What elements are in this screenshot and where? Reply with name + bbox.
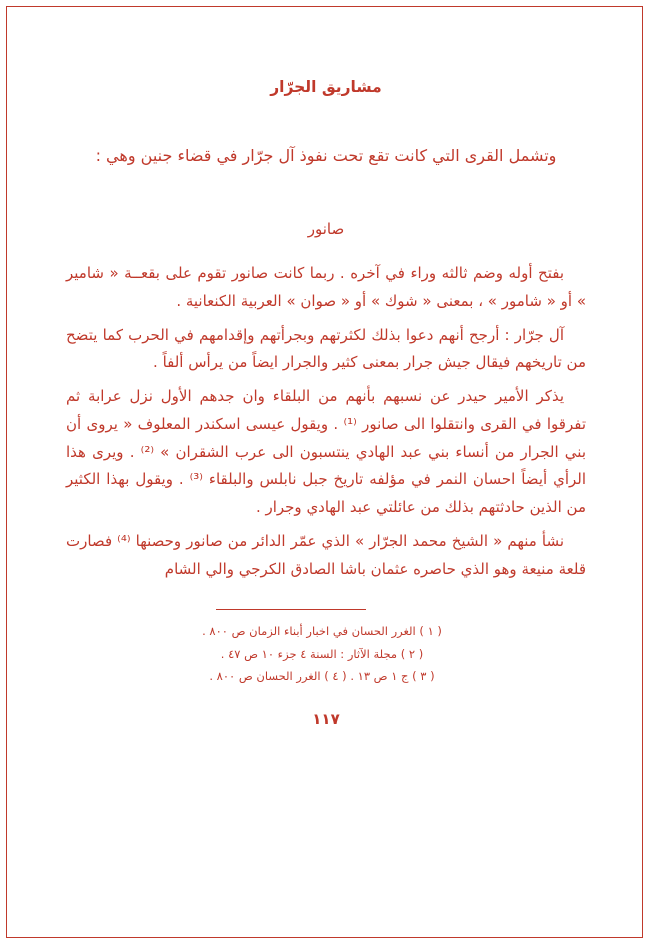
page-content [66,78,586,728]
page-title: مشاريق الجرّار [270,78,382,96]
footnote-item: ( ٣ ) ج ١ ص ١٣ . ( ٤ ) الغرر الحسان ص ٨٠٠ . [209,669,435,684]
footnotes-block [66,620,586,687]
body-paragraph: نشأ منهم « الشيخ محمد الجرّار » الذي عمّر الدائر من صانور وحصنها ⁽⁴⁾ فصارت قلعة منيعة وهو الذي حاصره عثمان باشا الصادق الكرجي والي الشام [66,531,586,578]
body-paragraph: آل جرّار : أرجح أنهم دعوا بذلك لكثرتهم وبجرأتهم وإقدامهم في الحرب كما يتضح من تاريخهم فيقال جيش جرار بمعنى كثير والجرار ايضاً من يرأس ألفاً . [66,325,586,372]
section-heading: صانور [307,220,345,238]
body-paragraph: بفتح أوله وضم ثالثه وراء في آخره . ربما كانت صانور تقوم على بقعــة « شامير » أو « شامور » ، بمعنى « شوك » أو « صوان » العربية الكنعانية . [66,264,586,310]
footnote-separator [216,609,366,610]
footnote-item: ( ٢ ) مجلة الآثار : السنة ٤ جزء ١٠ ص ٤٧ . [220,646,424,661]
intro-paragraph: وتشمل القرى التي كانت تقع تحت نفوذ آل جرّار في قضاء جنين وهي : [95,146,557,165]
body-paragraph: يذكر الأمير حيدر عن نسبهم بأنهم من البلقاء وان جدهم الأول نزل عرابة ثم تفرقوا في القرى وانتقلوا الى صانور ⁽¹⁾ . ويقول عيسى اسكندر المعلوف « يروى أن بني الجرار من أنساء بني عبد الهادي ينتسبون الى عرب الشقران » ⁽²⁾ . ويرى هذا الرأي أيضاً احسان النمر في مؤلفه تاريخ جبل نابلس والبلقاء ⁽³⁾ . ويقول بهذا الكثير من الذين حادثتهم بذلك من عائلتي عبد الهادي وجرار . [66,387,587,516]
footnote-item: ( ١ ) الغرر الحسان في اخبار أبناء الزمان ص ٨٠٠ . [202,624,442,639]
page-number: ١١٧ [312,709,340,728]
